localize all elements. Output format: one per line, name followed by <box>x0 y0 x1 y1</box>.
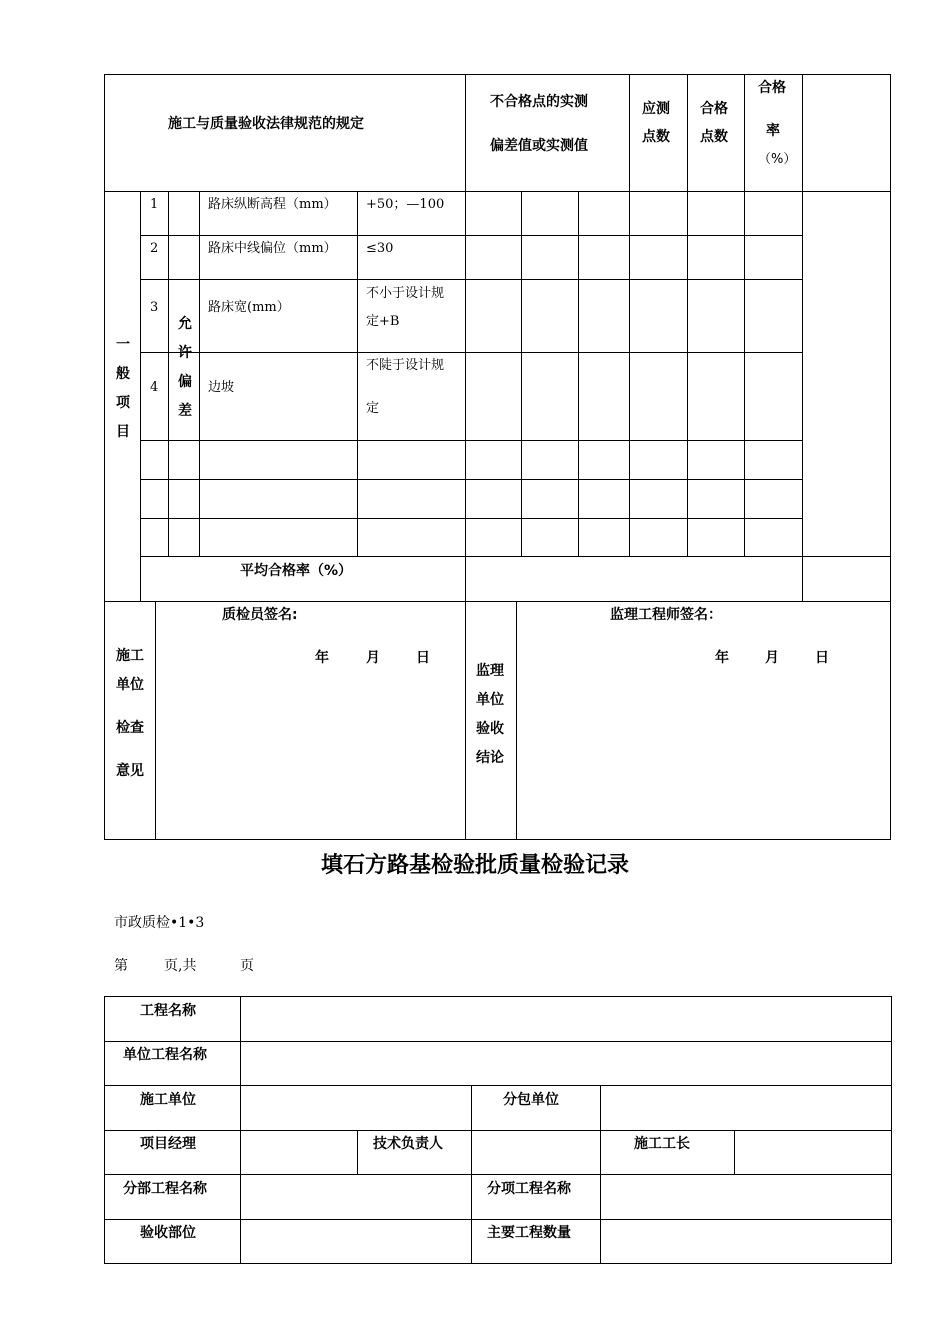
avg-rate-label: 平均合格率（%） <box>240 563 353 579</box>
row-4-tolerance: 不陡于设计规 <box>366 358 445 373</box>
inspector-date-month: 月 <box>366 650 380 666</box>
supervisor-date-month: 月 <box>765 650 779 666</box>
general-items-label: 一 般 项 目 <box>116 337 130 440</box>
label-foreman: 施工工长 <box>634 1136 690 1152</box>
label-sub-item-name: 分项工程名称 <box>487 1181 571 1197</box>
row-3-item: 路床宽(mm） <box>208 300 290 315</box>
label-unit-project-name: 单位工程名称 <box>123 1047 207 1063</box>
rate-header-2: 率 <box>766 123 780 139</box>
row-1-item: 路床纵断高程（mm） <box>208 197 337 212</box>
page-info-ye: 页 <box>240 958 254 974</box>
supervisor-conclusion-label: 监理 单位 验收 结论 <box>476 663 504 766</box>
deviation-header-line1: 不合格点的实测 <box>490 94 588 110</box>
supervisor-date-year: 年 <box>715 650 729 666</box>
label-sub-part-name: 分部工程名称 <box>123 1181 207 1197</box>
allowed-deviation-label: 允 许 偏 差 <box>178 316 192 419</box>
construction-opinion-label: 施工 单位 检查 意见 <box>116 648 144 779</box>
row-1-tolerance: +50；—100 <box>366 197 445 212</box>
rate-header-3: （%） <box>758 152 797 167</box>
row-4-no: 4 <box>150 380 159 395</box>
should-measure-header-2: 点数 <box>642 129 670 145</box>
row-3-tolerance-cont: 定+B <box>366 314 400 329</box>
row-2-item: 路床中线偏位（mm） <box>208 241 337 256</box>
supervisor-date-day: 日 <box>815 650 829 666</box>
spec-header: 施工与质量验收法律规范的规定 <box>168 116 364 132</box>
inspector-date-year: 年 <box>315 650 329 666</box>
row-4-item: 边坡 <box>208 380 235 395</box>
should-measure-header-1: 应测 <box>642 101 670 117</box>
label-project-manager: 项目经理 <box>140 1136 196 1152</box>
label-main-quantity: 主要工程数量 <box>487 1225 571 1241</box>
label-project-name: 工程名称 <box>140 1003 196 1019</box>
form-code: 市政质检•1•3 <box>114 915 205 931</box>
document-title: 填石方路基检验批质量检验记录 <box>320 853 629 878</box>
inspector-date-day: 日 <box>416 650 430 666</box>
rate-header-1: 合格 <box>758 80 786 96</box>
row-3-no: 3 <box>150 300 159 315</box>
row-3-tolerance: 不小于设计规 <box>366 286 445 301</box>
qualified-header-1: 合格 <box>700 101 728 117</box>
label-tech-leader: 技术负责人 <box>373 1136 443 1152</box>
row-2-tolerance: ≤30 <box>366 241 394 256</box>
inspector-signature-label: 质检员签名: <box>222 607 298 623</box>
page-info-di: 第 <box>114 958 128 974</box>
label-accept-part: 验收部位 <box>140 1225 196 1241</box>
supervisor-signature-label: 监理工程师签名： <box>610 607 722 623</box>
label-subcontract-unit: 分包单位 <box>503 1092 559 1108</box>
qualified-header-2: 点数 <box>700 129 728 145</box>
row-4-tolerance-cont: 定 <box>366 401 380 416</box>
page-info-ye-gong: 页,共 <box>164 958 197 974</box>
row-1-no: 1 <box>150 197 159 212</box>
row-2-no: 2 <box>150 241 159 256</box>
label-construction-unit: 施工单位 <box>140 1092 196 1108</box>
deviation-header-line2: 偏差值或实测值 <box>490 138 588 154</box>
